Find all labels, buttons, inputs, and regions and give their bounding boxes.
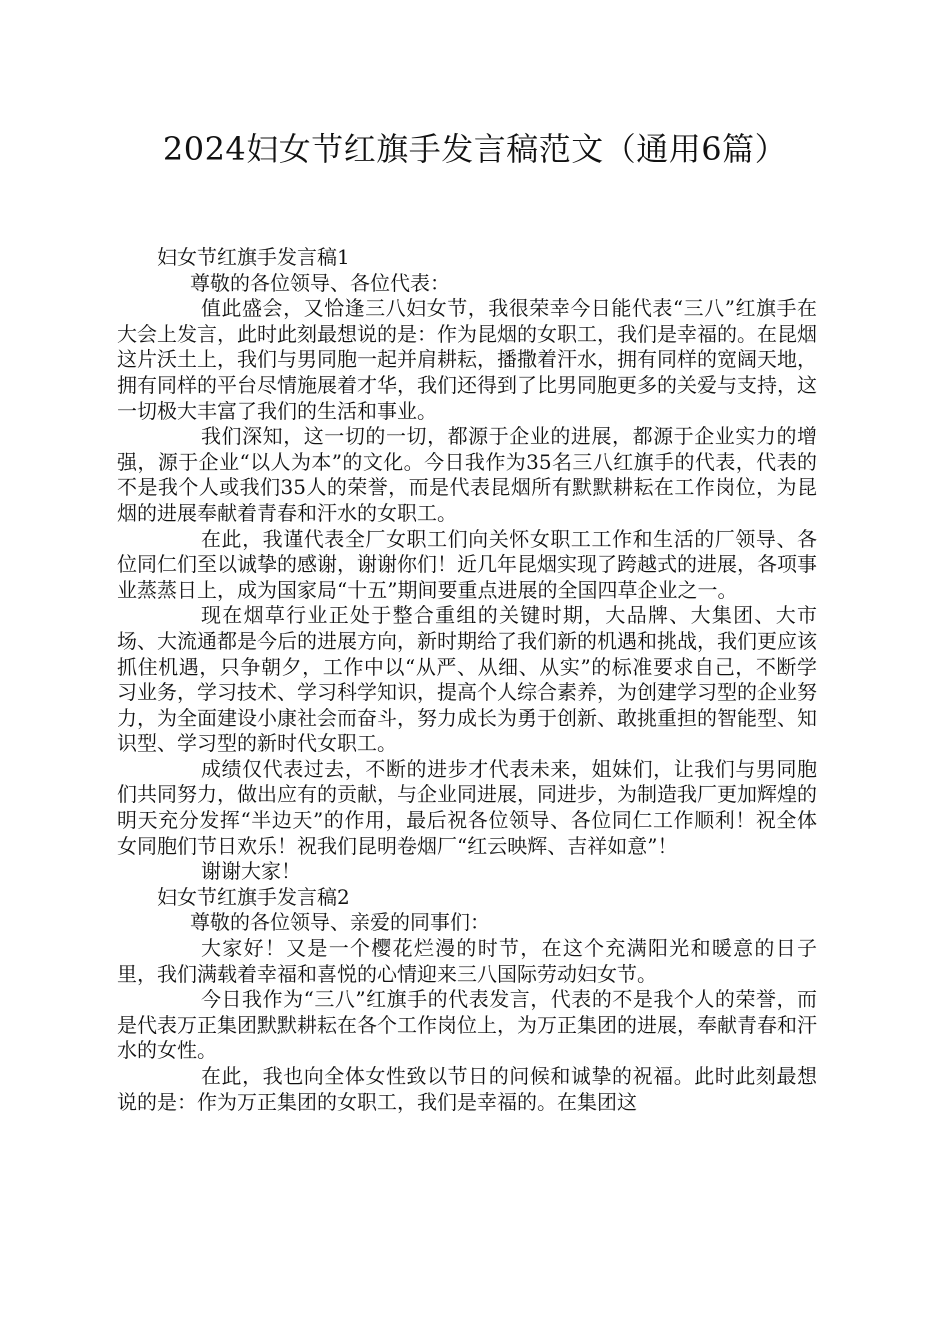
- section-heading-1: 妇女节红旗手发言稿1: [157, 245, 350, 269]
- paragraph: 值此盛会，又恰逢三八妇女节，我很荣幸今日能代表“三八”红旗手在大会上发言，此时此刻最想说的是：作为昆烟的女职工，我们是幸福的。在昆烟这片沃土上，我们与男同胞一起并肩耕耘，播撒着汗水，拥有同样的宽阔天地，拥有同样的平台尽情施展着才华，我们还得到了比男同胞更多的关爱与支持，这一切极大丰富了我们的生活和事业。: [117, 296, 817, 423]
- section-heading-2: 妇女节红旗手发言稿2: [157, 884, 350, 909]
- paragraph: 在此，我谨代表全厂女职工们向关怀女职工工作和生活的厂领导、各位同仁们至以诚挚的感谢，谢谢你们！近几年昆烟实现了跨越式的进展，各项事业蒸蒸日上，成为国家局“十五”期间要重点进展的全国四草企业之一。: [117, 526, 817, 602]
- document-body: [117, 245, 817, 1115]
- paragraph: 现在烟草行业正处于整合重组的关键时期，大品牌、大集团、大市场、大流通都是今后的进展方向，新时期给了我们新的机遇和挑战，我们更应该抓住机遇，只争朝夕，工作中以“从严、从细、从实”的标准要求自己，不断学习业务，学习技术、学习科学知识，提高个人综合素养，为创建学习型的企业努力，为全面建设小康社会而奋斗，努力成长为勇于创新、敢挑重担的智能型、知识型、学习型的新时代女职工。: [117, 603, 817, 756]
- paragraph: 今日我作为“三八”红旗手的代表发言，代表的不是我个人的荣誉，而是代表万正集团默默耕耘在各个工作岗位上，为万正集团的进展，奉献青春和汗水的女性。: [117, 987, 817, 1063]
- document-title: 2024妇女节红旗手发言稿范文（通用6篇）: [162, 130, 788, 168]
- paragraph: 成绩仅代表过去，不断的进步才代表未来，姐妹们，让我们与男同胞们共同努力，做出应有的贡献，与企业同进展，同进步，为制造我厂更加辉煌的明天充分发挥“半边天”的作用，最后祝各位领导、各位同仁工作顺利！祝全体女同胞们节日欢乐！祝我们昆明卷烟厂“红云映辉、吉祥如意”！: [117, 756, 817, 858]
- paragraph: 大家好！又是一个樱花烂漫的时节，在这个充满阳光和暖意的日子里，我们满载着幸福和喜悦的心情迎来三八国际劳动妇女节。: [117, 936, 817, 986]
- salutation-1: 尊敬的各位领导、各位代表：: [190, 270, 450, 295]
- salutation-2: 尊敬的各位领导、亲爱的同事们：: [190, 910, 490, 935]
- paragraph: 在此，我也向全体女性致以节日的问候和诚挚的祝福。此时此刻最想说的是：作为万正集团的女职工，我们是幸福的。在集团这: [117, 1064, 817, 1114]
- paragraph: 我们深知，这一切的一切，都源于企业的进展，都源于企业实力的增强，源于企业“以人为本”的文化。今日我作为35名三八红旗手的代表，代表的不是我个人或我们35人的荣誉，而是代表昆烟所有默默耕耘在工作岗位，为昆烟的进展奉献着青春和汗水的女职工。: [117, 424, 817, 525]
- closing-line: 谢谢大家！: [201, 859, 301, 884]
